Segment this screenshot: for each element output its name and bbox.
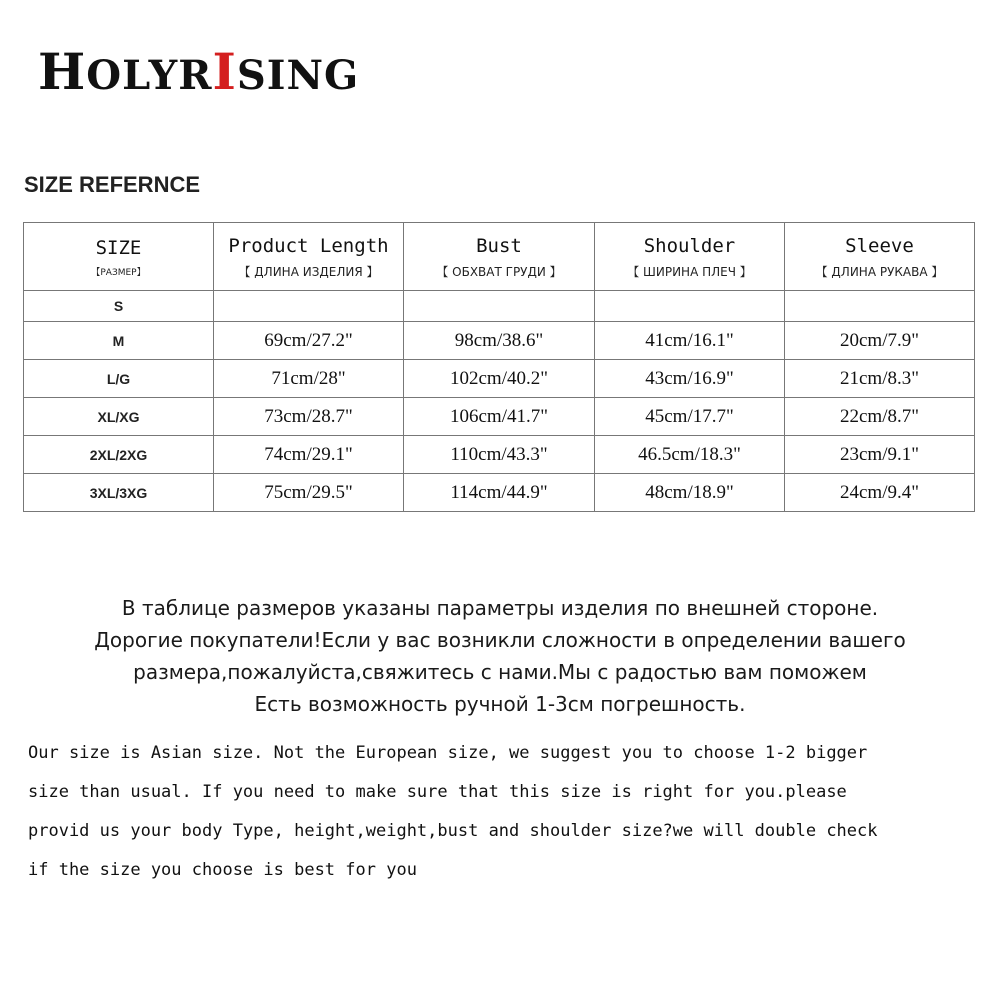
cell-length: 74cm/29.1"	[214, 436, 404, 474]
header-size	[24, 223, 214, 291]
row-size: L/G	[24, 360, 214, 398]
cell-bust: 102cm/40.2"	[404, 360, 595, 398]
cell-shoulder: 43cm/16.9"	[595, 360, 785, 398]
header-bust-label: Bust	[476, 235, 522, 257]
header-shoulder-label: Shoulder	[643, 235, 736, 257]
ru-note-line: размера,пожалуйста,свяжитесь с нами.Мы с радостью вам поможем	[133, 660, 867, 684]
cell-sleeve	[785, 291, 975, 322]
header-bust-ru: 【 ОБХВАТ ГРУДИ 】	[436, 265, 562, 279]
en-note-line: Our size is Asian size. Not the European size, we suggest you to choose 1-2 bigger	[28, 743, 868, 763]
en-note-line: provid us your body Type, height,weight,bust and shoulder size?we will double check	[28, 821, 878, 841]
table-row	[24, 360, 975, 398]
header-size-ru: 【РАЗМЕР】	[91, 268, 146, 278]
cell-length: 75cm/29.5"	[214, 474, 404, 512]
cell-length: 73cm/28.7"	[214, 398, 404, 436]
table-header-row	[24, 223, 975, 291]
header-shoulder-ru: 【 ШИРИНА ПЛЕЧ 】	[627, 265, 752, 279]
cell-shoulder: 45cm/17.7"	[595, 398, 785, 436]
en-note-line: size than usual. If you need to make sure that this size is right for you.please	[28, 782, 847, 802]
cell-bust: 114cm/44.9"	[404, 474, 595, 512]
cell-length: 71cm/28"	[214, 360, 404, 398]
cell-bust: 106cm/41.7"	[404, 398, 595, 436]
cell-shoulder	[595, 291, 785, 322]
row-size: 3XL/3XG	[24, 474, 214, 512]
header-product-length-ru: 【 ДЛИНА ИЗДЕЛИЯ 】	[238, 265, 379, 279]
cell-shoulder: 46.5cm/18.3"	[595, 436, 785, 474]
size-table	[23, 222, 975, 512]
row-size: 2XL/2XG	[24, 436, 214, 474]
en-note-line: if the size you choose is best for you	[28, 860, 417, 880]
cell-bust: 110cm/43.3"	[404, 436, 595, 474]
cell-length: 69cm/27.2"	[214, 322, 404, 360]
cell-sleeve: 24cm/9.4"	[785, 474, 975, 512]
cell-sleeve: 22cm/8.7"	[785, 398, 975, 436]
table-row	[24, 474, 975, 512]
section-title: SIZE REFERNCE	[24, 172, 201, 197]
cell-sleeve: 23cm/9.1"	[785, 436, 975, 474]
cell-bust	[404, 291, 595, 322]
table-row	[24, 436, 975, 474]
table-row	[24, 291, 975, 322]
cell-sleeve: 20cm/7.9"	[785, 322, 975, 360]
cell-sleeve: 21cm/8.3"	[785, 360, 975, 398]
header-product-length-label: Product Length	[228, 235, 389, 257]
header-product-length	[214, 223, 404, 291]
header-bust	[404, 223, 595, 291]
header-shoulder	[595, 223, 785, 291]
table-row	[24, 322, 975, 360]
cell-shoulder: 41cm/16.1"	[595, 322, 785, 360]
logo-letter-h: H	[38, 42, 87, 101]
cell-length	[214, 291, 404, 322]
header-sleeve-ru: 【 ДЛИНА РУКАВА 】	[815, 265, 944, 279]
logo-letter-i: I	[212, 42, 237, 101]
row-size: XL/XG	[24, 398, 214, 436]
cell-bust: 98cm/38.6"	[404, 322, 595, 360]
table-row	[24, 398, 975, 436]
header-sleeve-label: Sleeve	[845, 235, 914, 257]
english-size-note	[28, 734, 978, 890]
logo-letters-sing: SING	[236, 52, 360, 99]
row-size: M	[24, 322, 214, 360]
row-size: S	[24, 291, 214, 322]
ru-note-line: Дорогие покупатели!Если у вас возникли сложности в определении вашего	[94, 628, 906, 652]
cell-shoulder: 48cm/18.9"	[595, 474, 785, 512]
ru-note-line: Есть возможность ручной 1-3см погрешность.	[254, 692, 746, 716]
logo-letters-olyr: OLYR	[86, 52, 213, 99]
header-sleeve	[785, 223, 975, 291]
russian-size-note	[20, 592, 980, 720]
header-size-label: SIZE	[95, 237, 142, 259]
brand-logo	[38, 42, 359, 101]
ru-note-line: В таблице размеров указаны параметры изделия по внешней стороне.	[121, 596, 879, 620]
